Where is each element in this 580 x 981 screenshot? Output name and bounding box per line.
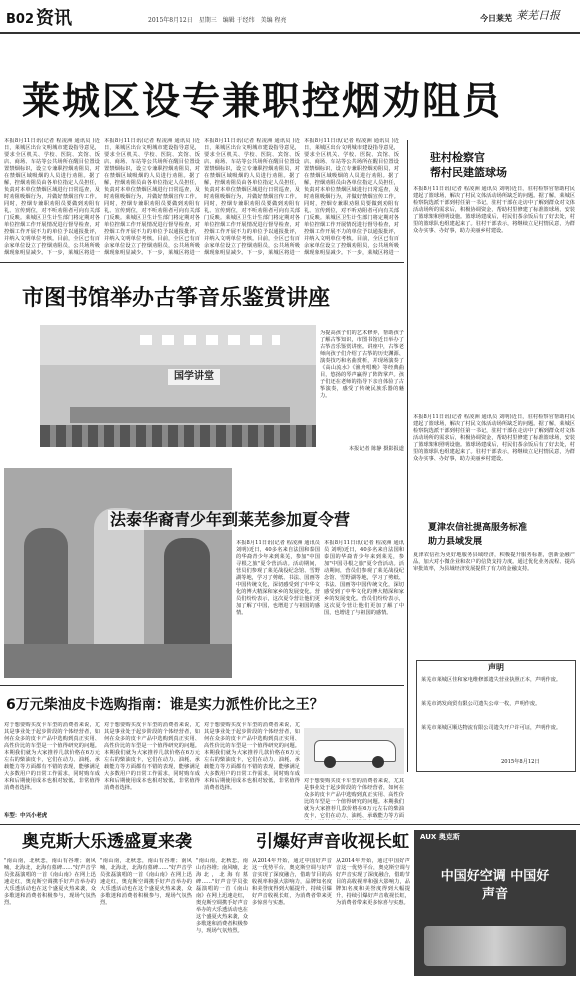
pickup-subhead: 车型：中兴小老虎 [4,813,48,819]
concert-headline: 奥克斯大乐透盛夏来袭 [22,832,192,852]
ad-graphic [424,926,566,966]
pickup-divider [0,824,580,825]
side-story-2-body: 夏津农信社为更好地服务县域经济，积极提升服务标准，创新金融产品，加大对小微企业和农户的信贷支持力度。通过优化业务流程、提高审批效率，为县域经济发展提供了有力的金融支持。 [413,552,575,572]
lead-body-4: 本报8月11日讯(记者 程凌洲 通讯员 )近日，莱城区出台文明城市建设指导意见，要求全区机关、学校、医院、宾馆、饭店、商场、车站等公共场所在醒目位置设置禁烟标识，设立专兼职控烟劝阻员，对在禁烟区域吸烟的人员进行劝阻。据了解，控烟劝阻员由各单位指定人员担任，负责对本单位禁烟区域进行日常巡查，及时劝阻吸烟行为，并做好禁烟宣传工作。同时，控烟专兼职劝阻员要做到劝阻有礼、宣传到位，对不听劝阻者可向有关部门反映。莱城区卫生计生部门将定期对各单位控烟工作开展情况进行督导检查，对控烟工作开展不力的单位予以通报批评，并纳入文明单位考核。目前，全区已有百余家单位设立了控烟劝阻员，公共场所吸烟现象明显减少。下一步，莱城区将进一 [304,138,399,256]
paper-logo: 莱芜日报 [516,9,560,22]
lead-body-3: 本报8月11日讯(记者 程凌洲 通讯员 )近日，莱城区出台文明城市建设指导意见，要求全区机关、学校、医院、宾馆、饭店、商场、车站等公共场所在醒目位置设置禁烟标识，设立专兼职控烟劝阻员，对在禁烟区域吸烟的人员进行劝阻。据了解，控烟劝阻员由各单位指定人员担任，负责对本单位禁烟区域进行日常巡查，及时劝阻吸烟行为，并做好禁烟宣传工作。同时，控烟专兼职劝阻员要做到劝阻有礼、宣传到位，对不听劝阻者可向有关部门反映。莱城区卫生计生部门将定期对各单位控烟工作开展情况进行督导检查，对控烟工作开展不力的单位予以通报批评，并纳入文明单位考核。目前，全区已有百余家单位设立了控烟劝阻员，公共场所吸烟现象明显减少。下一步，莱城区将进一 [204,138,300,256]
side-story-2-headline-2: 助力县域发展 [428,537,483,547]
notice-box [416,660,576,772]
side-story-headline-2: 帮村民建篮球场 [430,166,507,179]
tv-body: 从2014年开始，通过中国好声音这一优势平台，奥克斯空调与好声音实现了深度融合，借助节目的高收视率和强大影响力，品牌知名度和美誉度得到大幅提升，持续引爆好声音收视长虹，为消费者带来更多惊喜与实惠。 [252,858,332,906]
table [4,644,232,678]
masthead [0,0,580,34]
wheel-icon [324,756,336,768]
audience-silhouettes [40,425,316,447]
aux-ad [414,830,576,976]
date-line: 2015年8月12日 星期三 编辑 于经纬 美编 程亮 [148,17,287,24]
concert-body: "南山南，北秋悲，南山有谷堆；南风喃，北海北，北海有墓碑……"好声音学员张磊演唱的一首《南山南》在网上迅速走红，奥克斯空调携手好声音举办的大乐透活动也在这个盛夏火热来袭，众多歌迷和消费者积极参与，现场气氛热烈。 [4,858,96,906]
lecture-headline: 市图书馆举办古筝音乐鉴赏讲座 [22,286,331,311]
lecture-photo [40,325,316,447]
notice-title: 声明 [488,663,504,672]
notice-item: 莱芜市莱城区顺达物流有限公司遗失开户许可证，声明作废。 [421,725,562,731]
lead-body: 本报8月11日讯(记者 程凌洲 通讯员 )近日，莱城区出台文明城市建设指导意见，要求全区机关、学校、医院、宾馆、饭店、商场、车站等公共场所在醒目位置设置禁烟标识，设立专兼职控烟劝阻员，对在禁烟区域吸烟的人员进行劝阻。据了解，控烟劝阻员由各单位指定人员担任，负责对本单位禁烟区域进行日常巡查，及时劝阻吸烟行为，并做好禁烟宣传工作。同时，控烟专兼职劝阻员要做到劝阻有礼、宣传到位，对不听劝阻者可向有关部门反映。莱城区卫生计生部门将定期对各单位控烟工作开展情况进行督导检查，对控烟工作开展不力的单位予以通报批评，并纳入文明单位考核。目前，全区已有百余家单位设立了控烟劝阻员，公共场所吸烟现象明显减少。下一步，莱城区将进一 [4,138,100,256]
notice-date: 2015年8月12日 [501,759,540,765]
notice-item: 莱芜市莱城区佳和家电维修部遗失营业执照正本，声明作废。 [421,677,562,683]
lead-body-2: 本报8月11日讯(记者 程凌洲 通讯员 )近日，莱城区出台文明城市建设指导意见，要求全区机关、学校、医院、宾馆、饭店、商场、车站等公共场所在醒目位置设置禁烟标识，设立专兼职控烟劝阻员，对在禁烟区域吸烟的人员进行劝阻。据了解，控烟劝阻员由各单位指定人员担任，负责对本单位禁烟区域进行日常巡查，及时劝阻吸烟行为，并做好禁烟宣传工作。同时，控烟专兼职劝阻员要做到劝阻有礼、宣传到位，对不听劝阻者可向有关部门反映。莱城区卫生计生部门将定期对各单位控烟工作开展情况进行督导检查，对控烟工作开展不力的单位予以通报批评，并纳入文明单位考核。目前，全区已有百余家单位设立了控烟劝阻员，公共场所吸烟现象明显减少。下一步，莱城区将进一 [104,138,200,256]
pickup-photo [304,728,404,774]
wheel-icon [372,756,384,768]
stage-platform [70,407,290,423]
tv-body-2: 从2014年开始，通过中国好声音这一优势平台，奥克斯空调与好声音实现了深度融合，借助节目的高收视率和强大影响力，品牌知名度和美誉度得到大幅提升，持续引爆好声音收视长虹，为消费者带来更多惊喜与实惠。 [336,858,410,906]
camp-headline: 法泰华裔青少年到莱芜参加夏令营 [110,510,351,529]
masthead-rule [0,32,580,34]
section-title: 资讯 [36,8,72,29]
ad-slogan: 中国好空调 中国好声音 [440,869,550,902]
side-story-headline-1: 驻村检察官 [430,151,485,164]
pickup-body: 对于想要购买皮卡车型的消费者来说，尤其是事业处于起步阶段的个体经营者，如何在众多的皮卡产品中选购到真正实用、高性价比的车型是一个值得研究的问题。本期我们就为大家推荐几款价格在6万元左右的柴油皮卡，它们在动力、油耗、承载能力等方面都有不错的表现，能够满足大多数用户的日常工作需求，同时购车成本和后期使用成本也相对较低，非常值得消费者选择。 [4,722,100,791]
camp-body-2: 本报8月11日讯(记者 程凌洲 通讯员 刘明)近日，40多名来自法国和泰国的华裔青少年来到莱芜，参加"中国寻根之旅"夏令营活动。活动期间，营员们参观了莱芜战役纪念馆、雪野湖等地，学习了剪纸、书法、国画等中国传统文化，深切感受到了中华文化的博大精深和家乡的发展变化。营员们纷纷表示，这次夏令营让他们更加了解了中国，也增进了与祖国的感情。 [324,540,404,616]
lead-divider [0,262,404,263]
side-story-body-cont: 本报8月11日讯(记者 程凌洲 通讯员 刘明)近日，驻村检察官帮助村民建起了篮球场，解决了村民文体活动场所缺乏的问题。据了解，莱城区检察院选派干部到村任第一书记，驻村干部在走访中了解到群众对文体活动场所的需求后，积极协调资金，帮助村里修建了标准篮球场，安装了篮球架和照明设施。篮球场建成后，村民们茶余饭后有了好去处，村里的篮球队也组建起来了。驻村干部表示，将继续立足村情民意，为群众办实事、办好事，助力美丽乡村建设。 [413,414,575,462]
sidebar-divider [407,140,408,772]
lecture-byline: 本报记者 陈静 摄影报道 [348,446,404,452]
student-figure [164,538,210,648]
concert-body-3: "南山南，北秋悲，南山有谷堆；南风喃，北海北，北海有墓碑……"好声音学员张磊演唱的一首《南山南》在网上迅速走红，奥克斯空调携手好声音举办的大乐透活动也在这个盛夏火热来袭，众多歌迷和消费者积极参与，现场气氛热烈。 [196,858,248,934]
paper-name: 今日莱芜 [480,14,512,23]
page-number: B02 [6,12,34,27]
lecture-body: 为提高孩子们的艺术修养，帮助孩子了解古筝知识，市图书馆近日举办了古筝音乐鉴赏讲座。讲座中，古筝老师向孩子们介绍了古筝的历史渊源、演奏技巧和名曲赏析，并现场演奏了《高山流水》《渔舟唱晚》等经典曲目，悠扬的琴声赢得了阵阵掌声。孩子们还在老师的指导下亲自体验了古筝演奏，感受了传统民族乐器的魅力。 [320,330,404,399]
pickup-body-3: 对于想要购买皮卡车型的消费者来说，尤其是事业处于起步阶段的个体经营者，如何在众多的皮卡产品中选购到真正实用、高性价比的车型是一个值得研究的问题。本期我们就为大家推荐几款价格在6万元左右的柴油皮卡，它们在动力、油耗、承载能力等方面都有不错的表现，能够满足大多数用户的日常工作需求，同时购车成本和后期使用成本也相对较低，非常值得消费者选择。 [204,722,300,791]
lead-headline: 莱城区设专兼职控烟劝阻员 [22,79,503,123]
notice-item: 莱芜市鸿发商贸有限公司遗失公章一枚，声明作废。 [421,701,541,707]
ceiling-lights-icon [140,335,280,345]
pickup-headline: 6万元柴油皮卡选购指南：谁是实力派性价比之王？ [6,697,324,713]
camp-photo [4,468,232,678]
camp-body: 本报8月11日讯(记者 程凌洲 通讯员 刘明)近日，40多名来自法国和泰国的华裔青少年来到莱芜，参加"中国寻根之旅"夏令营活动。活动期间，营员们参观了莱芜战役纪念馆、雪野湖等地，学习了剪纸、书法、国画等中国传统文化，深切感受到了中华文化的博大精深和家乡的发展变化。营员们纷纷表示，这次夏令营让他们更加了解了中国，也增进了与祖国的感情。 [236,540,320,616]
side-story-body: 本报8月11日讯(记者 程凌洲 通讯员 刘明)近日，驻村检察官帮助村民建起了篮球场，解决了村民文体活动场所缺乏的问题。据了解，莱城区检察院选派干部到村任第一书记，驻村干部在走访中了解到群众对文体活动场所的需求后，积极协调资金，帮助村里修建了标准篮球场，安装了篮球架和照明设施。篮球场建成后，村民们茶余饭后有了好去处，村里的篮球队也组建起来了。驻村干部表示，将继续立足村情民意，为群众办实事、办好事，助力美丽乡村建设。 [413,186,575,234]
concert-body-2: "南山南，北秋悲，南山有谷堆；南风喃，北海北，北海有墓碑……"好声音学员张磊演唱的一首《南山南》在网上迅速走红，奥克斯空调携手好声音举办的大乐透活动也在这个盛夏火热来袭，众多歌迷和消费者积极参与，现场气氛热烈。 [100,858,192,906]
ad-brand: AUX 奥克斯 [420,833,460,841]
pickup-body-2: 对于想要购买皮卡车型的消费者来说，尤其是事业处于起步阶段的个体经营者，如何在众多的皮卡产品中选购到真正实用、高性价比的车型是一个值得研究的问题。本期我们就为大家推荐几款价格在6万元左右的柴油皮卡，它们在动力、油耗、承载能力等方面都有不错的表现，能够满足大多数用户的日常工作需求，同时购车成本和后期使用成本也相对较低，非常值得消费者选择。 [104,722,200,791]
student-figure [24,528,68,648]
side-story-2-headline-1: 夏津农信社提高服务标准 [428,523,528,533]
camp-divider [0,685,404,686]
photo-banner: 国学讲堂 [168,369,220,385]
pickup-body-4: 对于想要购买皮卡车型的消费者来说，尤其是事业处于起步阶段的个体经营者，如何在众多的皮卡产品中选购到真正实用、高性价比的车型是一个值得研究的问题。本期我们就为大家推荐几款价格在6万元左右的柴油皮卡，它们在动力、油耗、承载能力等方面 [304,778,404,819]
tv-headline: 引爆好声音收视长虹 [256,832,409,852]
